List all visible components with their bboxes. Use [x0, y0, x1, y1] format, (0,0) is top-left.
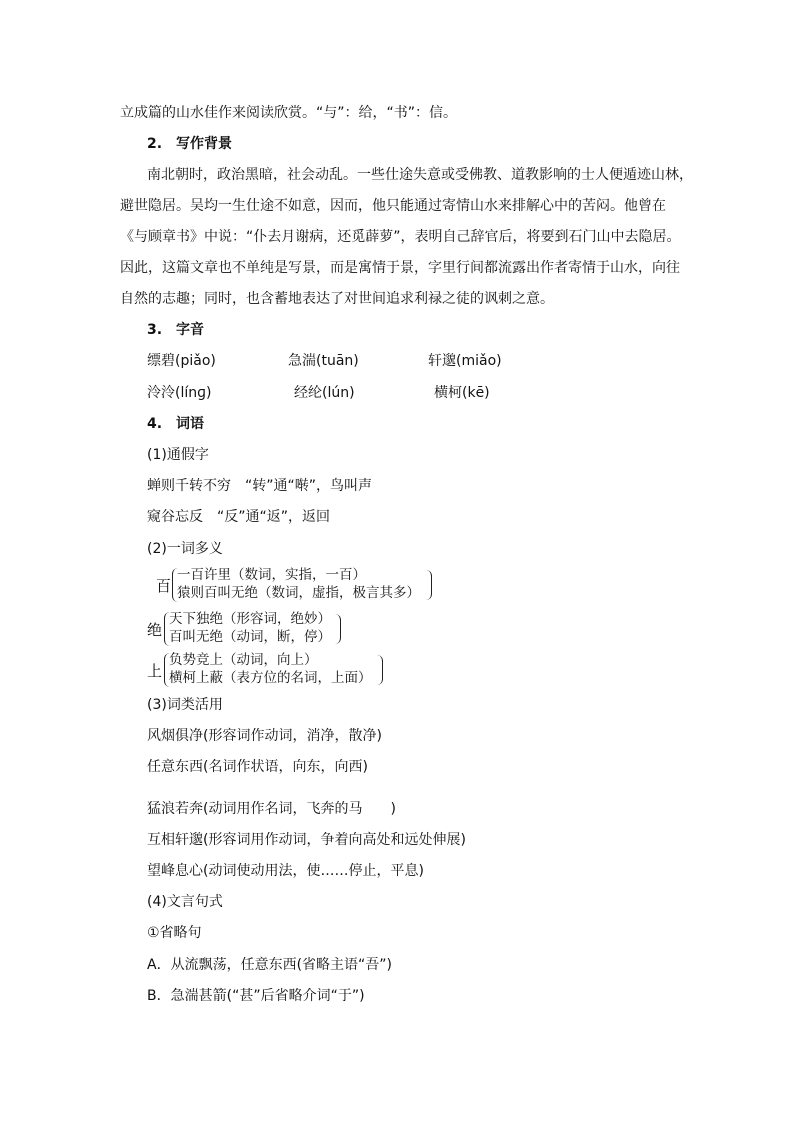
list-item: A．从流飘荡，任意东西(省略主语“吾”)	[147, 957, 393, 973]
section-2-title: 2. 写作背景	[147, 136, 233, 152]
polysemy-line: 猿则百叫无绝（数词，虚指，极言其多）	[177, 585, 420, 601]
pronunciation-item: 缥碧(piǎo)	[147, 353, 216, 369]
subsection-title: (1)通假字	[147, 447, 209, 463]
list-item: 风烟俱净(形容词作动词，消净，散净)	[147, 728, 382, 744]
subsection-title: (2)一词多义	[147, 541, 223, 557]
polysemy-line: 一百许里（数词，实指，一百）	[177, 567, 366, 583]
intro-line: 立成篇的山水佳作来阅读欣赏。“与”：给，“书”：信。	[120, 105, 458, 121]
pronunciation-item: 轩邈(miǎo)	[428, 353, 502, 369]
subsection-subtitle: ①省略句	[147, 925, 202, 941]
polysemy-line: 负势竞上（动词，向上）	[169, 652, 318, 668]
list-item: 任意东西(名词作状语，向东，向西)	[147, 759, 368, 775]
brace-close	[377, 655, 383, 685]
polysemy-key: 上	[147, 662, 163, 680]
brace-close	[335, 614, 341, 644]
polysemy-line: 百叫无绝（动词，断，停）	[169, 629, 331, 645]
polysemy-key: 百	[156, 577, 172, 595]
paragraph-line: 自然的志趣；同时，也含蓄地表达了对世间追求利禄之徒的讽刺之意。	[120, 291, 554, 307]
subsection-title: (3)词类活用	[147, 697, 223, 713]
list-item: 窥谷忘反 “反”通“返”，返回	[147, 509, 331, 525]
pronunciation-item: 经纶(lún)	[294, 385, 355, 401]
polysemy-group	[147, 651, 397, 691]
paragraph-line: 避世隐居。吴均一生仕途不如意，因而，他只能通过寄情山水来排解心中的苦闷。他曾在	[120, 198, 666, 214]
polysemy-group	[150, 566, 440, 606]
subsection-title: (4)文言句式	[147, 894, 223, 910]
section-3-title: 3. 字音	[147, 322, 205, 338]
pronunciation-item: 急湍(tuān)	[288, 353, 359, 369]
polysemy-line: 横柯上蔽（表方位的名词，上面）	[169, 670, 372, 686]
paragraph-line: 《与顾章书》中说：“仆去月谢病，还觅薜萝”，表明自己辞官后，将要到石门山中去隐居。	[120, 229, 681, 245]
brace-close	[426, 570, 432, 600]
list-item: B．急湍甚箭(“甚”后省略介词“于”)	[147, 988, 365, 1004]
polysemy-key: 绝	[147, 621, 163, 639]
polysemy-line: 天下独绝（形容词，绝妙）	[169, 611, 331, 627]
paragraph-line: 因此，这篇文章也不单纯是写景，而是寓情于景，字里行间都流露出作者寄情于山水，向往	[120, 260, 680, 276]
list-item: 望峰息心(动词使动用法，使……停止，平息)	[147, 863, 424, 879]
paragraph-line: 南北朝时，政治黑暗，社会动乱。一些仕途失意或受佛教、道教影响的士人便遁迹山林，	[147, 167, 693, 183]
pronunciation-item: 泠泠(línɡ)	[147, 385, 212, 401]
polysemy-group	[147, 610, 357, 650]
list-item: 蝉则千转不穷 “转”通“啭”，鸟叫声	[147, 478, 373, 494]
list-item: 猛浪若奔(动词用作名词，飞奔的马 )	[147, 801, 396, 817]
list-item: 互相轩邈(形容词用作动词，争着向高处和远处伸展)	[147, 832, 466, 848]
section-4-title: 4. 词语	[147, 416, 205, 432]
pronunciation-item: 横柯(kē)	[434, 385, 490, 401]
